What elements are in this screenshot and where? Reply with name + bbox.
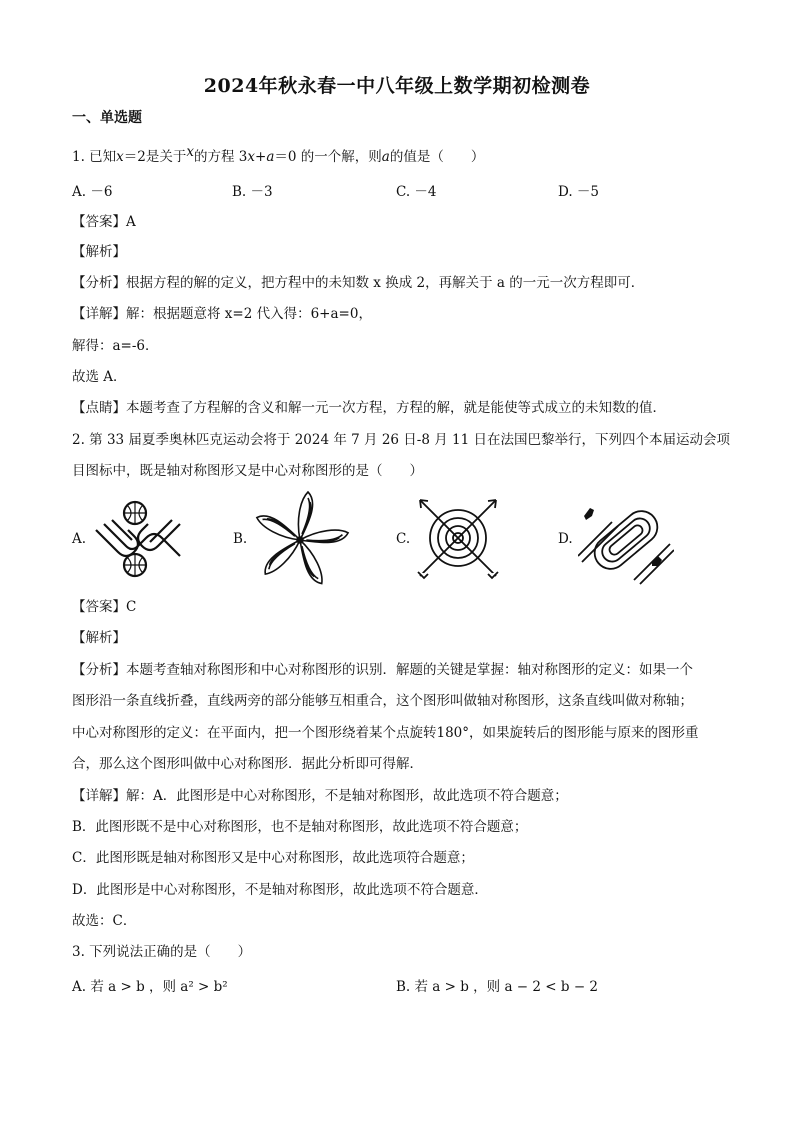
q1-var-x2: x xyxy=(247,149,256,165)
q2-answer: 【答案】C xyxy=(72,599,137,615)
q1-stem xyxy=(72,144,485,167)
page-title: 2024年秋永春一中八年级上数学期初检测卷 xyxy=(203,75,591,97)
q2-option-d-label: D. xyxy=(558,531,573,547)
q1-option-d: D. －5 xyxy=(558,184,600,200)
q1-analysis-label: 【解析】 xyxy=(72,244,126,260)
q2-detail-a: 【详解】解：A．此图形是中心对称图形，不是轴对称图形，故此选项不符合题意； xyxy=(72,788,568,804)
q3-option-b: B. 若 a > b ，则 a − 2 < b − 2 xyxy=(396,979,599,995)
running-track-icon xyxy=(578,494,674,586)
archery-target-icon xyxy=(412,492,504,584)
q3-stem: 3. 下列说法正确的是（ ） xyxy=(72,944,252,960)
q1-solve: 解得：a=-6． xyxy=(72,338,159,354)
q1-close: 的值是（ ） xyxy=(389,149,485,165)
q1-var-a2: a xyxy=(381,149,390,165)
q2-stem-line1: 2. 第 33 届夏季奥林匹克运动会将于 2024 年 7 月 26 日-8 月 11 日在法国巴黎举行，下列四个本届运动会项 xyxy=(72,432,731,448)
q1-stem-pre: 1. 已知 xyxy=(72,149,117,165)
q1-var-superscript: x xyxy=(186,144,195,160)
q2-fenxi-4: 合，那么这个图形叫做中心对称图形．据此分析即可得解． xyxy=(72,756,423,772)
q2-fenxi-1: 【分析】本题考查轴对称图形和中心对称图形的识别．解题的关键是掌握：轴对称图形的定义：如果一个 xyxy=(72,662,693,678)
q2-choose: 故选：C． xyxy=(72,913,137,929)
q1-fenxi: 【分析】根据方程的解的定义，把方程中的未知数 x 换成 2，再解关于 a 的一元一次方程即可． xyxy=(72,275,645,291)
q2-detail-b: B．此图形既不是中心对称图形，也不是轴对称图形，故此选项不符合题意； xyxy=(72,819,528,835)
q2-detail-c: C．此图形既是轴对称图形又是中心对称图形，故此选项符合题意； xyxy=(72,850,474,866)
q1-dianjing: 【点睛】本题考查了方程解的含义和解一元一次方程，方程的解，就是能使等式成立的未知数的值． xyxy=(72,400,666,416)
q1-option-b: B. －3 xyxy=(232,184,273,200)
q3-option-a: A. 若 a > b ，则 a² > b² xyxy=(72,979,228,995)
q1-option-c: C. －4 xyxy=(396,184,437,200)
q1-end: ＝0 的一个解，则 xyxy=(274,149,382,165)
q2-analysis-label: 【解析】 xyxy=(72,630,126,646)
q1-answer: 【答案】A xyxy=(72,214,136,230)
q1-option-a: A. －6 xyxy=(72,184,113,200)
q2-detail-d: D．此图形是中心对称图形，不是轴对称图形，故此选项不符合题意． xyxy=(72,882,488,898)
q1-mid: 是关于 xyxy=(145,149,187,165)
q2-option-c-label: C. xyxy=(396,531,411,547)
section-heading: 一、单选题 xyxy=(72,110,142,126)
q2-fenxi-3: 中心对称图形的定义：在平面内，把一个图形绕着某个点旋转180°，如果旋转后的图形能与原来的图形重 xyxy=(72,725,699,741)
q2-stem-line2: 目图标中，既是轴对称图形又是中心对称图形的是（ ） xyxy=(72,463,423,479)
q1-eq: ＝2 xyxy=(123,149,146,165)
q1-var-x: x xyxy=(116,149,124,165)
q1-var-a: a xyxy=(266,149,275,165)
q1-detail: 【详解】解：根据题意将 x=2 代入得：6+a=0， xyxy=(72,306,372,322)
basketball-icon xyxy=(88,496,188,582)
q2-option-b-label: B. xyxy=(233,531,248,547)
pinwheel-icon xyxy=(250,490,350,590)
q1-tail: 的方程 3 xyxy=(194,149,248,165)
q2-option-a-label: A. xyxy=(72,531,87,547)
q1-choose: 故选 A． xyxy=(72,369,127,385)
q1-plus: + xyxy=(255,149,267,165)
q2-fenxi-2: 图形沿一条直线折叠，直线两旁的部分能够互相重合，这个图形叫做轴对称图形，这条直线叫做对称轴； xyxy=(72,693,693,709)
